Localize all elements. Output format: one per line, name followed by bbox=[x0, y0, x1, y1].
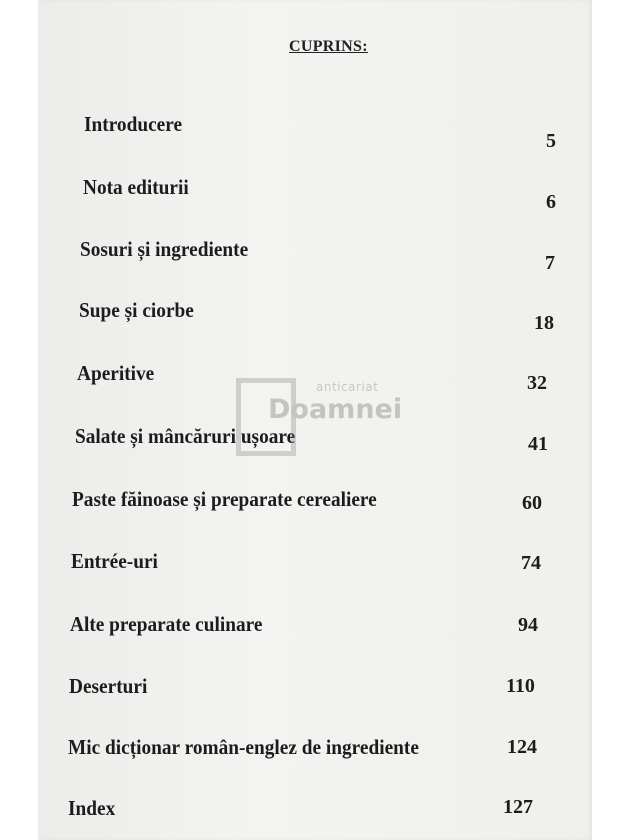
toc-entry-page: 6 bbox=[546, 191, 556, 213]
toc-entry-page: 18 bbox=[534, 312, 554, 334]
toc-entry-label: Introducere bbox=[84, 112, 183, 136]
toc-entry-label: Deserturi bbox=[69, 674, 148, 698]
toc-entry-page: 124 bbox=[507, 736, 537, 758]
toc-entry-label: Sosuri și ingrediente bbox=[80, 237, 249, 261]
toc-entry-label: Salate și mâncăruri ușoare bbox=[75, 424, 296, 448]
toc-entry-label: Index bbox=[68, 796, 116, 820]
toc-title: CUPRINS: bbox=[289, 38, 368, 55]
toc-entry-page: 127 bbox=[503, 796, 533, 818]
toc-entry-label: Supe și ciorbe bbox=[79, 298, 194, 322]
watermark-small-text: anticariat bbox=[316, 380, 379, 394]
toc-entry-page: 5 bbox=[546, 130, 556, 152]
toc-entry-label: Nota editurii bbox=[83, 175, 189, 199]
toc-entry-label: Alte preparate culinare bbox=[70, 612, 263, 636]
toc-entry-page: 60 bbox=[522, 492, 542, 514]
toc-entry-page: 74 bbox=[521, 552, 541, 574]
toc-entry-label: Paste făinoase și preparate cerealiere bbox=[72, 487, 377, 511]
toc-entry-label: Mic dicționar român-englez de ingrediente bbox=[68, 735, 419, 759]
toc-entry-label: Entrée-uri bbox=[71, 549, 158, 573]
toc-entry-label: Aperitive bbox=[77, 361, 155, 385]
watermark-big-text: Doamnei bbox=[268, 394, 403, 425]
toc-entry-page: 32 bbox=[527, 372, 547, 394]
toc-entry-page: 41 bbox=[528, 433, 548, 455]
toc-entry-page: 110 bbox=[506, 675, 535, 697]
toc-entry-page: 94 bbox=[518, 614, 538, 636]
toc-entry-page: 7 bbox=[545, 252, 555, 274]
